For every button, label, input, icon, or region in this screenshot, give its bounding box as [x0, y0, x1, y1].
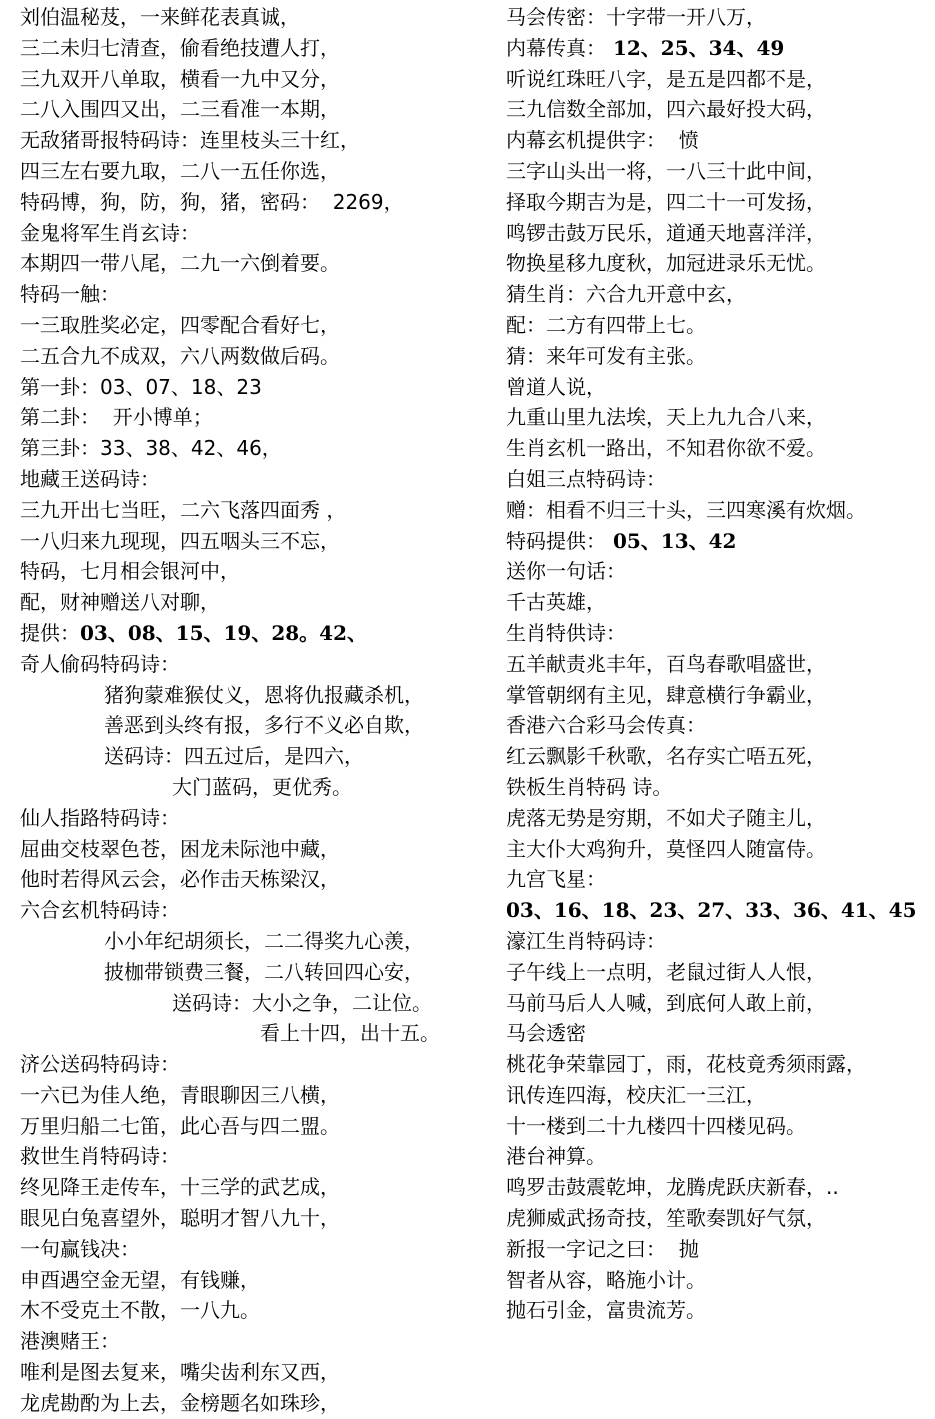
text-line: 掌管朝纲有主见，肆意横行争霸业，	[506, 682, 826, 707]
text-line: 配：二方有四带上七。	[506, 312, 706, 337]
text-line: 三二未归七清查，偷看绝技遭人打，	[20, 35, 340, 60]
text-line: 披枷带锁费三餐，二八转回四心安，	[104, 959, 424, 984]
text-line: 物换星移九度秋，加冠进录乐无忧。	[506, 251, 826, 276]
text-line: 主大仆大鸡狗升，莫怪四人随富侍。	[506, 836, 826, 861]
text-line: 大门蓝码，更优秀。	[172, 774, 352, 799]
text-line: 配，财神赠送八对聊，	[20, 590, 220, 615]
text-line: 本期四一带八尾，二九一六倒着要。	[20, 251, 340, 276]
text-line: 刘伯温秘芨，一来鲜花表真诚，	[20, 5, 300, 29]
text-line: 金鬼将军生肖玄诗：	[20, 220, 200, 245]
text-line: 择取今期吉为是，四二十一可发扬，	[506, 189, 826, 214]
text-line: 五羊献责兆丰年，百鸟春歌唱盛世，	[506, 651, 826, 676]
text-line: 申酉遇空金无望，有钱赚，	[20, 1267, 260, 1292]
text-line: 第三卦：33、38、42、46，	[20, 436, 282, 461]
text-line	[20, 618, 490, 649]
line-label: 内幕传真：	[506, 35, 606, 60]
text-line: 九宫飞星：	[506, 867, 606, 892]
text-line: 猜：来年可发有主张。	[506, 343, 706, 368]
bold-numbers: 03、16、18、23、27、33、36、41、45	[506, 898, 917, 923]
line-label: 提供：	[20, 620, 80, 645]
text-line: 十一楼到二十九楼四十四楼见码。	[506, 1113, 806, 1138]
text-line: 三字山头出一将，一八三十此中间，	[506, 158, 826, 183]
left-column	[20, 2, 490, 1419]
text-line	[506, 526, 931, 557]
bold-numbers: 05、13、42	[606, 528, 737, 553]
text-line: 马前马后人人喊，到底何人敢上前，	[506, 990, 826, 1015]
text-line: 智者从容，略施小计。	[506, 1267, 706, 1292]
text-line: 桃花争荣靠园丁，雨，花枝竟秀须雨露，	[506, 1052, 866, 1077]
text-line: 马会透密	[506, 1021, 586, 1046]
text-line: 一八归来九现现，四五咽头三不忘，	[20, 528, 340, 553]
bold-numbers: 03、08、15、19、28。42、	[80, 620, 367, 645]
text-line: 生肖玄机一路出，不知君你欲不爱。	[506, 436, 826, 461]
text-line: 万里归船二七笛，此心吾与四二盟。	[20, 1113, 340, 1138]
text-line: 奇人偷码特码诗：	[20, 651, 180, 676]
text-line: 济公送码特码诗：	[20, 1052, 180, 1077]
text-line: 救世生肖特码诗：	[20, 1144, 180, 1169]
text-line: 千古英雄，	[506, 590, 606, 615]
text-line: 仙人指路特码诗：	[20, 805, 180, 830]
text-line: 抛石引金，富贵流芳。	[506, 1298, 706, 1323]
text-line: 特码，七月相会银河中，	[20, 559, 240, 584]
text-line: 二五合九不成双，六八两数做后码。	[20, 343, 340, 368]
text-line: 港台神算。	[506, 1144, 606, 1169]
text-line: 香港六合彩马会传真：	[506, 713, 706, 738]
text-line: 送你一句话：	[506, 559, 626, 584]
bold-numbers: 12、25、34、49	[606, 35, 785, 60]
text-line: 听说红珠旺八字，是五是四都不是，	[506, 66, 826, 91]
text-line: 小小年纪胡须长，二二得奖九心羡，	[104, 928, 424, 953]
text-line: 新报一字记之曰： 抛	[506, 1236, 699, 1261]
text-line: 生肖特供诗：	[506, 620, 626, 645]
text-line: 送码诗：四五过后，是四六，	[104, 744, 364, 769]
text-line: 铁板生肖特码 诗。	[506, 774, 673, 799]
text-line: 虎狮威武扬奇技，笙歌奏凯好气氛，	[506, 1206, 826, 1231]
right-column	[506, 2, 931, 1326]
text-line: 鸣罗击鼓震乾坤，龙腾虎跃庆新春，..	[506, 1175, 839, 1200]
text-line: 终见降王走传车，十三学的武艺成，	[20, 1175, 340, 1200]
text-line: 屈曲交枝翠色苍，困龙未际池中藏，	[20, 836, 340, 861]
text-line: 三九信数全部加，四六最好投大码，	[506, 97, 826, 122]
text-line	[506, 33, 931, 64]
text-line: 马会传密：十字带一开八万，	[506, 5, 766, 29]
text-line: 地藏王送码诗：	[20, 466, 160, 491]
text-line: 龙虎勘酌为上去，金榜题名如珠珍，	[20, 1390, 340, 1415]
text-line: 赠：相看不归三十头，三四寒溪有炊烟。	[506, 497, 866, 522]
text-line: 第一卦：03、07、18、23	[20, 374, 262, 399]
text-line: 猪狗蒙难猴仗义，恩将仇报藏杀机，	[104, 682, 424, 707]
text-line: 送码诗：大小之争，二让位。	[172, 990, 432, 1015]
text-line: 子午线上一点明，老鼠过街人人恨，	[506, 959, 826, 984]
text-line: 三九双开八单取，横看一九中又分，	[20, 66, 340, 91]
text-line: 无敌猪哥报特码诗：连里枝头三十红，	[20, 128, 360, 153]
text-line: 特码博，狗，防，狗，猪，密码： 2269，	[20, 189, 404, 214]
text-line: 鸣锣击鼓万民乐，道通天地喜洋洋，	[506, 220, 826, 245]
text-line: 港澳赌王：	[20, 1329, 120, 1354]
text-line: 讯传连四海，校庆汇一三江，	[506, 1082, 766, 1107]
text-line: 看上十四，出十五。	[260, 1021, 440, 1046]
text-line: 特码一触：	[20, 282, 120, 307]
text-line: 二八入围四又出，二三看准一本期，	[20, 97, 340, 122]
line-label: 特码提供：	[506, 528, 606, 553]
text-line	[506, 895, 931, 926]
text-line: 唯利是图去复来，嘴尖齿利东又西，	[20, 1360, 340, 1385]
text-line: 九重山里九法埃，天上九九合八来，	[506, 405, 826, 430]
text-line: 虎落无势是穷期，不如犬子随主儿，	[506, 805, 826, 830]
text-line: 他时若得风云会，必作击天栋梁汉，	[20, 867, 340, 892]
text-line: 四三左右要九取，二八一五任你选，	[20, 158, 340, 183]
text-line: 眼见白兔喜望外，聪明才智八九十，	[20, 1206, 340, 1231]
text-line: 六合玄机特码诗：	[20, 898, 180, 923]
text-line: 木不受克土不散，一八九。	[20, 1298, 260, 1323]
text-line: 濠江生肖特码诗：	[506, 928, 666, 953]
text-line: 猜生肖：六合九开意中玄，	[506, 282, 746, 307]
text-line: 内幕玄机提供字： 愤	[506, 128, 699, 153]
text-line: 红云飘影千秋歌，名存实亡唔五死，	[506, 744, 826, 769]
text-line: 一三取胜奖必定，四零配合看好七，	[20, 312, 340, 337]
text-line: 一六已为佳人绝，青眼聊因三八横，	[20, 1082, 340, 1107]
text-line: 三九开出七当旺，二六飞落四面秀 ，	[20, 497, 347, 522]
text-line: 白姐三点特码诗：	[506, 466, 666, 491]
text-line: 曾道人说，	[506, 374, 606, 399]
text-line: 善恶到头终有报，多行不义必自欺，	[104, 713, 424, 738]
text-line: 一句赢钱决：	[20, 1236, 140, 1261]
text-line: 第二卦： 开小博单；	[20, 405, 213, 430]
